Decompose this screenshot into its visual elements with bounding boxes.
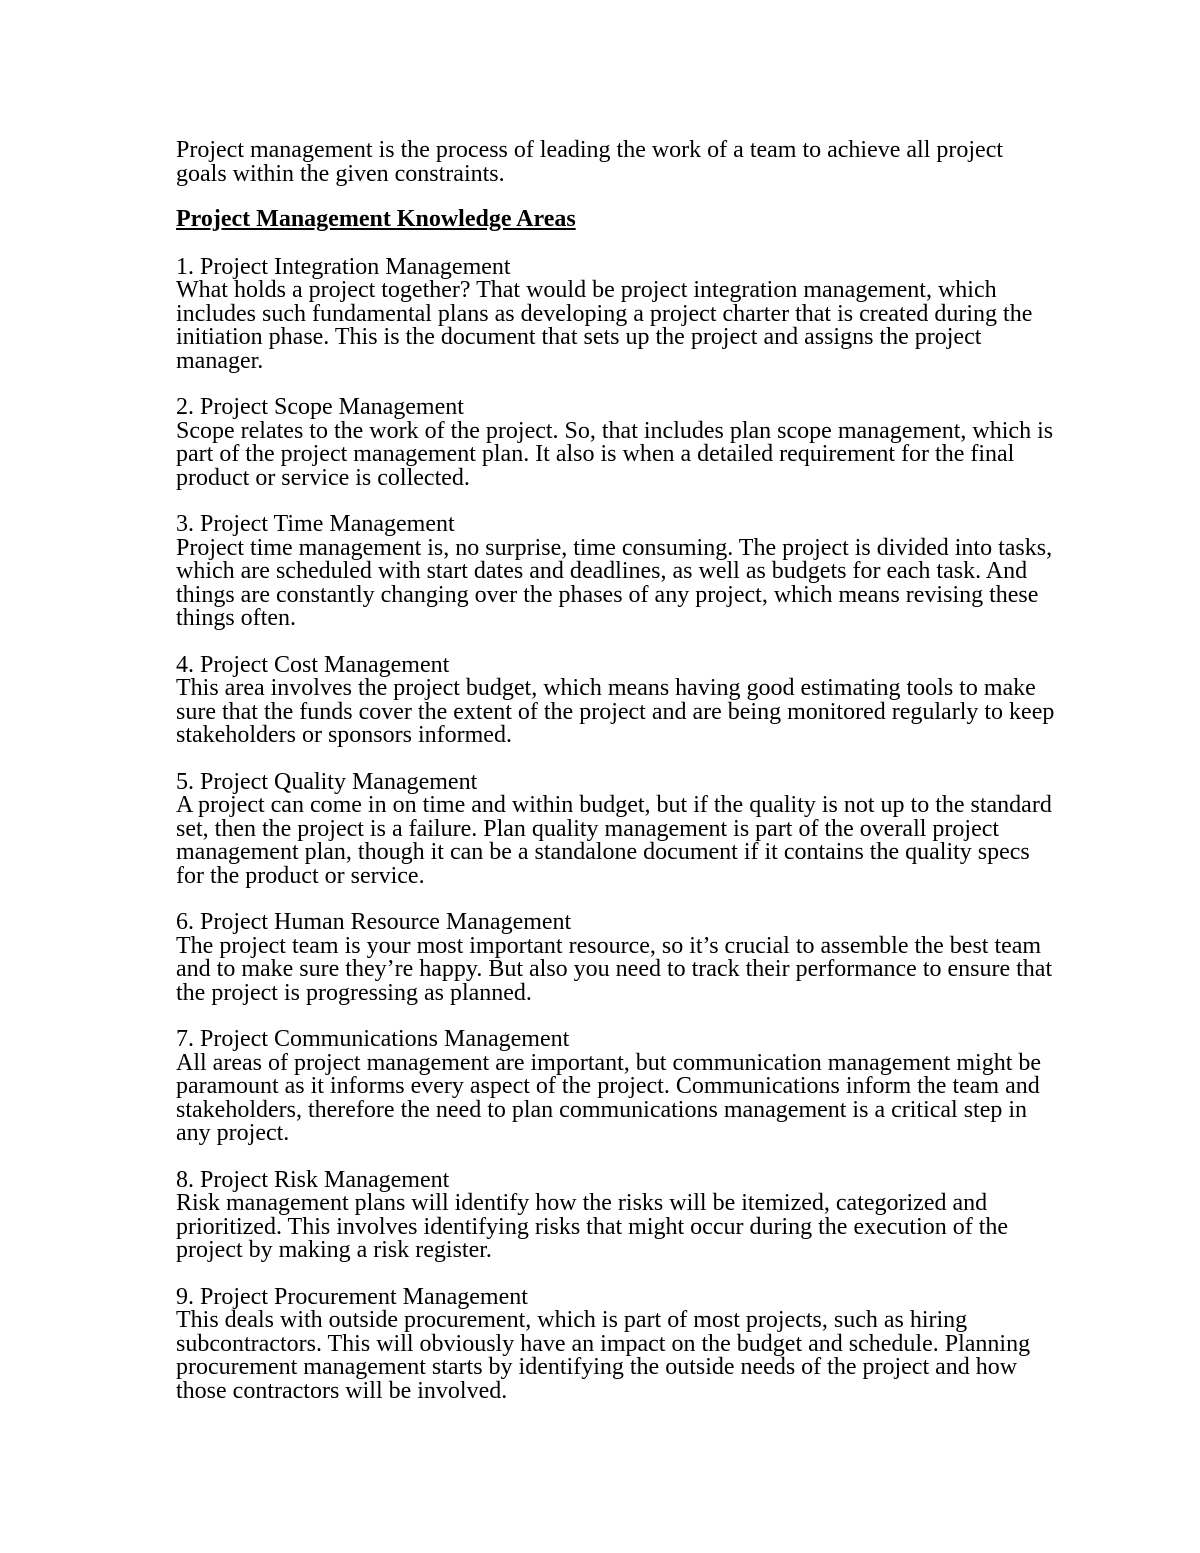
area-body: What holds a project together? That would be project integration management, which includes such fundamental plans as developing a project charter that is created during the initiation phase. This is the document that sets up the project and assigns the project manager. [176, 277, 1033, 374]
knowledge-area-cost [176, 651, 1056, 748]
area-title: 8. Project Risk Management [176, 1166, 450, 1193]
area-body: All areas of project management are important, but communication management might be paramount as it informs every aspect of the project. Communications inform the team and stakeholders, therefore the need to plan communications management is a critical step in any project. [176, 1049, 1042, 1146]
area-body: A project can come in on time and within budget, but if the quality is not up to the standard set, then the project is a failure. Plan quality management is part of the overall project management plan, though it can be a standalone document if it contains the quality specs for the product or service. [176, 792, 1052, 889]
intro-paragraph: Project management is the process of leading the work of a team to achieve all project goals within the given constraints. [176, 137, 1004, 187]
area-title: 7. Project Communications Management [176, 1026, 570, 1052]
knowledge-area-scope [176, 396, 1056, 490]
area-title: 6. Project Human Resource Management [176, 909, 572, 935]
knowledge-area-integration [176, 253, 1056, 374]
area-title: 1. Project Integration Management [176, 253, 511, 280]
area-body: This area involves the project budget, which means having good estimating tools to make sure that the funds cover the extent of the project and are being monitored regularly to keep stakeholders or sponsors informed. [176, 675, 1055, 748]
knowledge-area-risk [176, 1166, 1056, 1263]
area-body: Risk management plans will identify how the risks will be itemized, categorized and prioritized. This involves identifying risks that might occur during the execution of the project by making a risk register. [176, 1190, 1009, 1263]
knowledge-area-communications [176, 1028, 1056, 1146]
section-heading: Project Management Knowledge Areas [176, 206, 576, 232]
area-title: 3. Project Time Management [176, 511, 455, 537]
area-body: This deals with outside procurement, which is part of most projects, such as hiring subcontractors. This will obviously have an impact on the budget and schedule. Planning procurement management starts by identifying the outside needs of the project and how those contractors will be involved. [176, 1307, 1031, 1404]
knowledge-area-procurement [176, 1283, 1056, 1404]
knowledge-area-quality [176, 768, 1056, 889]
area-body: Scope relates to the work of the project. So, that includes plan scope management, which is part of the project management plan. It also is when a detailed requirement for the final product or service is collected. [176, 417, 1054, 491]
knowledge-area-time [176, 513, 1056, 631]
area-title: 5. Project Quality Management [176, 768, 478, 795]
document-page [176, 139, 1056, 1426]
area-title: 4. Project Cost Management [176, 651, 450, 678]
area-body: Project time management is, no surprise, time consuming. The project is divided into tasks, which are scheduled with start dates and deadlines, as well as budgets for each task. And things are constantly changing over the phases of any project, which means revising these things often. [176, 534, 1053, 631]
area-body: The project team is your most important resource, so it’s crucial to assemble the best team and to make sure they’re happy. But also you need to track their performance to ensure that the project is progressing as planned. [176, 932, 1053, 1006]
knowledge-area-human-resource [176, 911, 1056, 1005]
area-title: 9. Project Procurement Management [176, 1283, 528, 1310]
area-title: 2. Project Scope Management [176, 394, 464, 420]
